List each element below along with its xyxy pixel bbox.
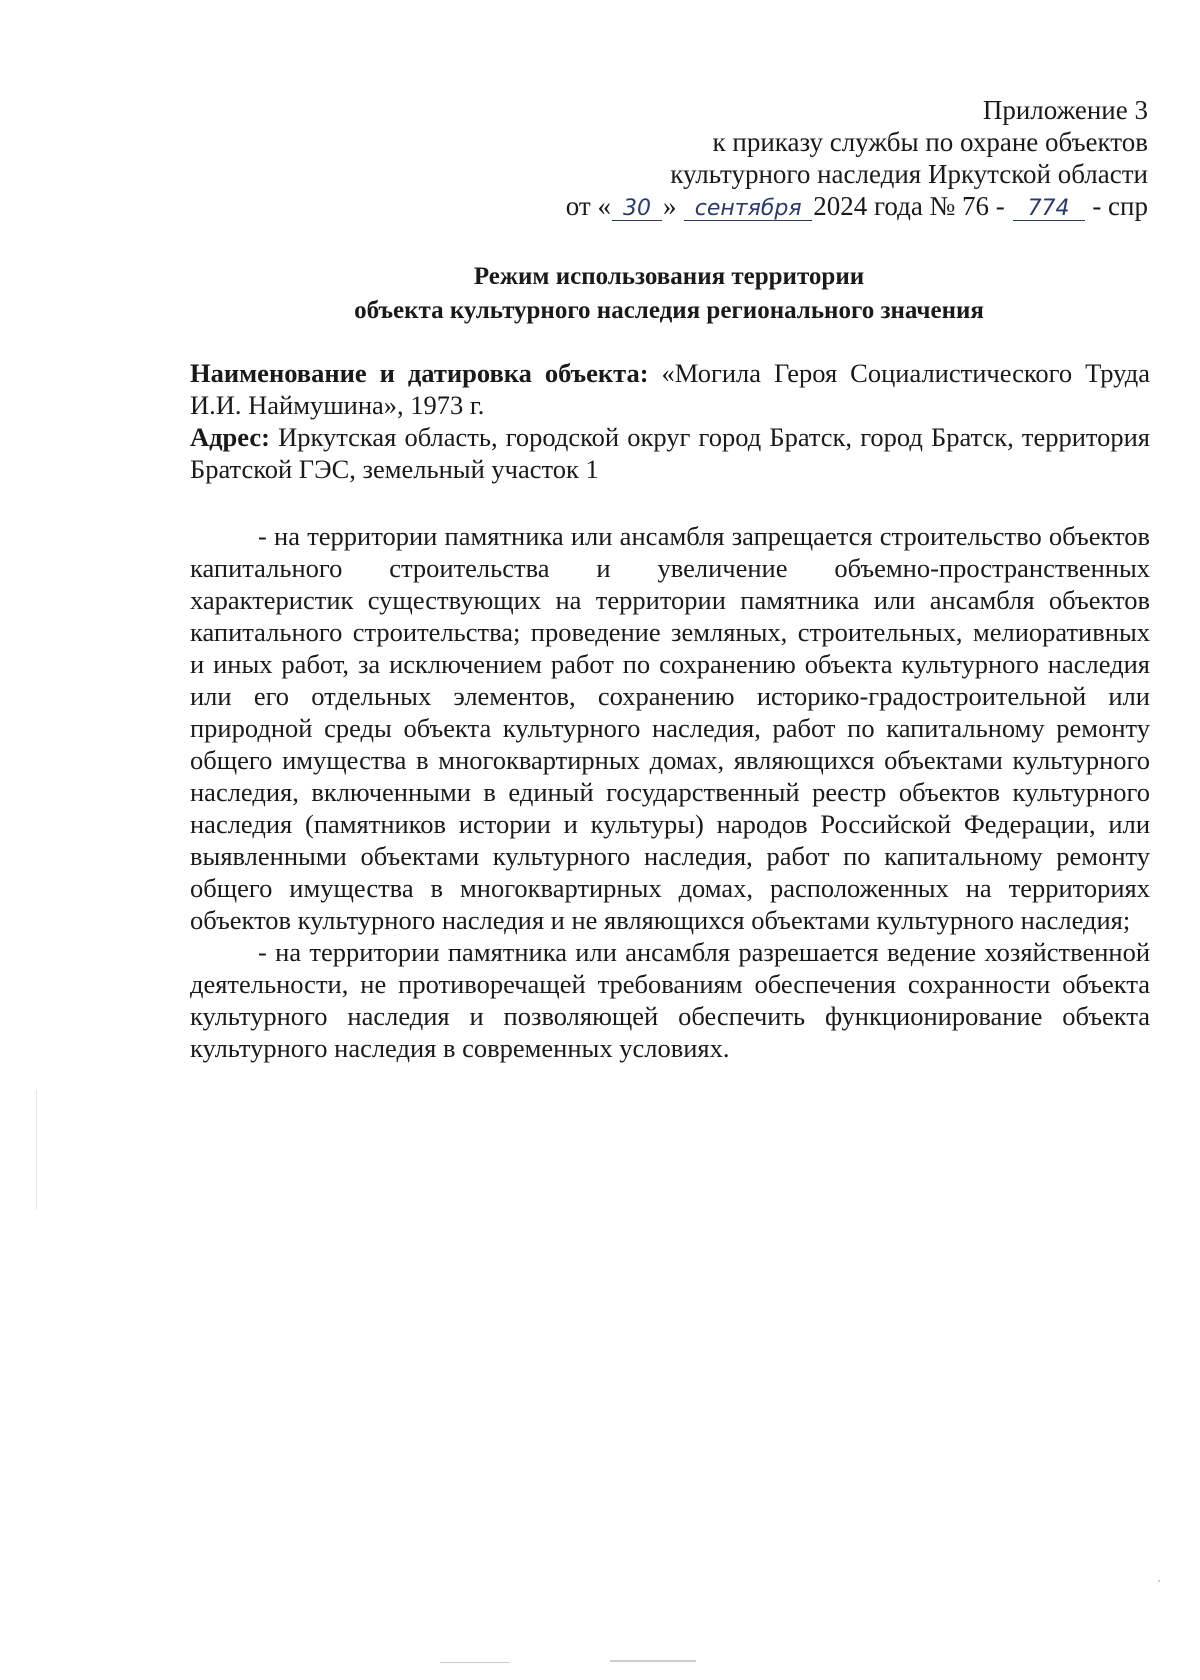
appendix-number: Приложение 3 [982,95,1148,125]
scan-artifact [36,1090,37,1210]
approval-block [566,94,1148,222]
issuing-authority: культурного наследия Иркутской области [670,159,1148,189]
usage-rules [190,520,1150,1064]
scan-artifact [610,1660,696,1662]
order-reference: к приказу службы по охране объектов [712,127,1148,157]
order-date-line [566,190,1148,222]
title-line-1: Режим использования территории [473,263,865,290]
object-details [190,357,1150,485]
handwritten-order-number: 774 [1013,198,1085,221]
date-prefix: от « [565,191,611,221]
scan-artifact [1158,1580,1160,1582]
permission-paragraph: - на территории памятника или ансамбля разрешается ведение хозяйственной деятельности, не противоречащей требованиям обеспечения сохранности объекта культурного наследия и позволяющей обеспечить функционирование объекта культурного наследия в современных условиях. [190,937,1150,1063]
address-paragraph [190,421,1150,485]
scan-artifact [440,1662,510,1663]
prohibition-paragraph: - на территории памятника или ансамбля запрещается строительство объектов капитального строительства и увеличение объемно-пространственных характеристик существующих на территории памятника или ансамбля объектов капитального строительства; проведение земляных, строительных, мелиоративных и иных работ, за исключением работ по сохранению объекта культурного наследия или его отдельных элементов, сохранению историко-градостроительной или природной среды объекта культурного наследия, работ по капитальному ремонту общего имущества в многоквартирных домах, являющихся объектами культурного наследия, включенными в единый государственный реестр объектов культурного наследия (памятников истории и культуры) народов Российской Федерации, или выявленными объектами культурного наследия, работ по капитальному ремонту общего имущества в многоквартирных домах, расположенных на территориях объектов культурного наследия и не являющихся объектами культурного наследия; [190,521,1150,935]
object-name-label: Наименование и датировка объекта: [190,358,649,388]
address-value: Иркутская область, городской округ город Братск, город Братск, территория Братской ГЭС, земельный участок 1 [190,422,1150,484]
order-suffix: - спр [1092,191,1148,221]
address-label: Адрес: [190,422,270,452]
title-line-2: объекта культурного наследия регионального значения [354,297,984,324]
year-and-number: 2024 года № 76 - [813,191,1005,221]
object-name-paragraph [190,357,1150,421]
document-title [190,260,1148,328]
handwritten-month: сентября [684,198,812,221]
handwritten-day: 30 [612,198,662,221]
object-name-value: «Могила Героя Социалистического Труда И.И. Наймушина», 1973 г. [190,358,1150,420]
date-quote-close: » [662,191,677,221]
